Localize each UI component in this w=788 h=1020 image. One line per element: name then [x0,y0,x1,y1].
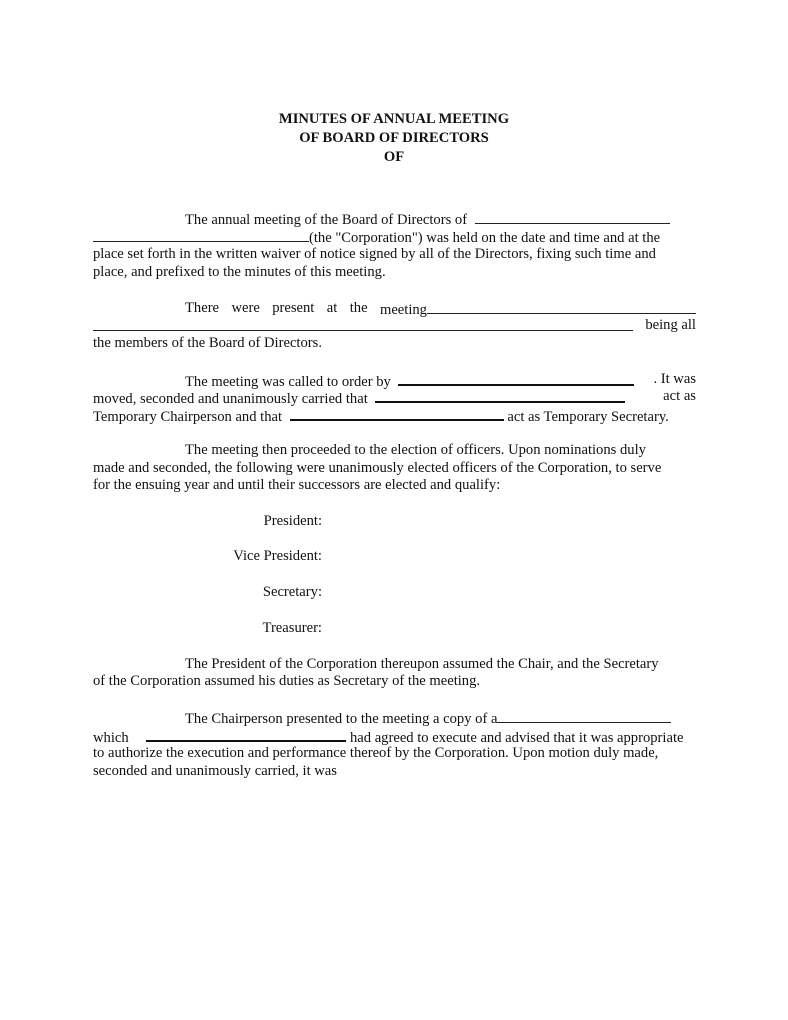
officer-vice-president: Vice President: [233,548,322,564]
title-line-1: MINUTES OF ANNUAL MEETING [278,111,510,127]
counterparty-blank[interactable] [146,726,346,742]
para6-line3: to authorize the execution and performance thereof by the Corporation. Upon motion duly made, [93,745,659,761]
para1-line4: place, and prefixed to the minutes of this meeting. [93,264,386,280]
para6-line1: The Chairperson presented to the meeting a copy of a [93,708,696,726]
title-line-2: OF BOARD OF DIRECTORS [299,130,489,146]
para2-line1: There were present at the meeting [185,299,696,317]
officer-secretary: Secretary: [262,584,322,600]
para3-line2: moved, seconded and unanimously carried that act as [93,388,696,407]
para5-line1: The President of the Corporation thereupon assumed the Chair, and the Secretary [185,656,659,672]
attendees-blank[interactable] [427,299,696,314]
para4-line2: made and seconded, the following were unanimously elected officers of the Corporation, to serve [93,460,662,476]
para3-line1: The meeting was called to order by . It was [185,371,696,390]
para1-line2: (the "Corporation") was held on the date and time and at the [93,227,696,245]
para5-line2: of the Corporation assumed his duties as Secretary of the meeting. [93,673,481,689]
temporary-secretary-blank[interactable] [290,405,504,421]
temporary-chairperson-blank[interactable] [375,387,625,403]
para6-line4: seconded and unanimously carried, it was [93,763,337,779]
para3-line3: Temporary Chairperson and that act as Temporary Secretary. [93,405,696,423]
attendees-blank-2[interactable] [93,316,633,331]
document-type-blank[interactable] [497,708,671,723]
corporation-name-blank-2[interactable] [93,227,309,242]
para4-line3: for the ensuing year and until their successors are elected and qualify: [93,477,501,493]
para1-line3: place set forth in the written waiver of notice signed by all of the Directors, fixing such time and [93,246,656,262]
para1-line1: The annual meeting of the Board of Directors of [93,209,696,227]
para2-line3: the members of the Board of Directors. [93,335,322,351]
para2-line2: being all [93,316,696,334]
corporation-name-blank[interactable] [475,209,670,224]
officer-president: President: [263,513,322,529]
document-title [0,110,788,167]
title-line-3: OF [383,149,405,165]
officer-treasurer: Treasurer: [262,620,322,636]
para6-line2: which had agreed to execute and advised that it was appropriate [93,726,696,744]
para4-line1: The meeting then proceeded to the election of officers. Upon nominations duly [185,442,646,458]
called-to-order-by-blank[interactable] [398,370,634,386]
